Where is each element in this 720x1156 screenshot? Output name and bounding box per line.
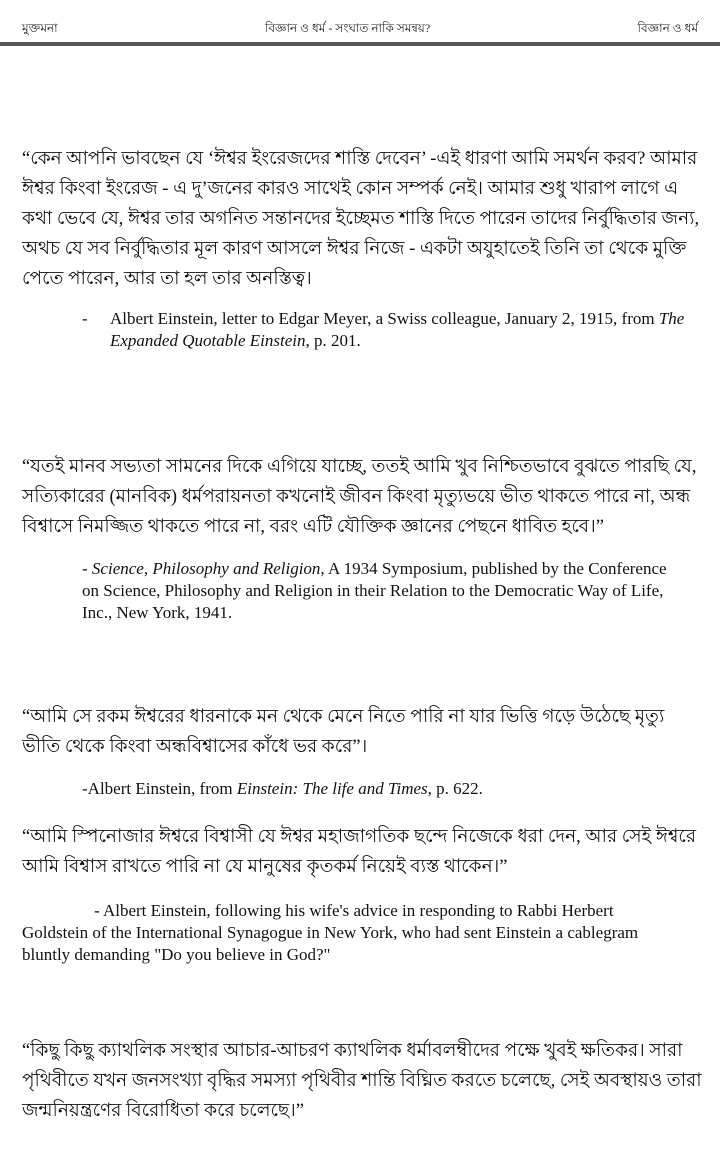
header-rule xyxy=(0,42,720,46)
citation-3: -Albert Einstein, from Einstein: The life and Times, p. 622. xyxy=(82,779,483,798)
citation-4: - Albert Einstein, following his wife's advice in responding to Rabbi Herbert Goldstein of the International Synagogue in New York, who had sent Einstein a cablegram bluntly demanding "Do you believe in God?" xyxy=(22,901,639,964)
header-left: মুক্তমনা xyxy=(22,21,58,35)
quote-5: “কিছু কিছু ক্যাথলিক সংস্থার আচার-আচরণ ক্যাথলিক ধর্মাবলম্বীদের পক্ষে খুবই ক্ষতিকর। সারা পৃথিবীতে যখন জনসংখ্যা বৃদ্ধির সমস্যা পৃথিবীর শান্তি বিঘ্নিত করতে চলেছে, সেই অবস্থায়ও তারা জন্মনিয়ন্ত্রণের বিরোধিতা করে চলেছে।” xyxy=(22,1041,702,1121)
quote-2: “যতই মানব সভ্যতা সামনের দিকে এগিয়ে যাচ্ছে, ততই আমি খুব নিশ্চিতভাবে বুঝতে পারছি যে, সত্যিকারের (মানবিক) ধর্মপরায়নতা কখনোই জীবন কিংবা মৃত্যুভয়ে ভীত থাকতে পারে না, অন্ধ বিশ্বাসে নিমজ্জিত থাকতে পারে না, বরং এটি যৌক্তিক জ্ঞানের পেছনে ধাবিত হবে।” xyxy=(22,457,697,537)
quote-3: “আমি সে রকম ঈশ্বরের ধারনাকে মন থেকে মেনে নিতে পারি না যার ভিত্তি গড়ে উঠেছে মৃত্যু ভীতি থেকে কিংবা অন্ধবিশ্বাসের কাঁধে ভর করে”। xyxy=(22,707,665,757)
citation-2: - Science, Philosophy and Religion, A 1934 Symposium, published by the Conference on Science, Philosophy and Religion in their Relation to the Democratic Way of Life, Inc., New York, 1941. xyxy=(82,559,667,622)
header-right: বিজ্ঞান ও ধর্ম xyxy=(637,21,698,35)
quote-1: “কেন আপনি ভাবছেন যে ‘ঈশ্বর ইংরেজদের শাস্তি দেবেন’ -এই ধারণা আমি সমর্থন করব? আমার ঈশ্বর কিংবা ইংরেজ - এ দু’জনের কারও সাথেই কোন সম্পর্ক নেই। আমার শুধু খারাপ লাগে এ কথা ভেবে যে, ঈশ্বর তার অগনিত সন্তানদের ইচ্ছেমত শাস্তি দিতে পারেন তাদের নির্বুদ্ধিতার জন্য, অথচ যে সব নির্বুদ্ধিতার মূল কারণ আসলে ঈশ্বর নিজে - একটা অযুহাতেই তিনি তা থেকে মুক্তি পেতে পারেন, আর তা হল তার অনস্তিত্ব। xyxy=(22,149,700,289)
quote-4: “আমি স্পিনোজার ঈশ্বরে বিশ্বাসী যে ঈশ্বর মহাজাগতিক ছন্দে নিজেকে ধরা দেন, আর সেই ঈশ্বরে আমি বিশ্বাস রাখতে পারি না যে মানুষের কৃতকর্ম নিয়েই ব্যস্ত থাকেন।” xyxy=(22,827,697,877)
header-center: বিজ্ঞান ও ধর্ম - সংঘাত নাকি সমন্বয়? xyxy=(264,21,431,35)
citation-1: - Albert Einstein, letter to Edgar Meyer, a Swiss colleague, January 2, 1915, from The Expanded Quotable Einstein, p. 201. xyxy=(82,309,685,350)
page-header xyxy=(0,0,720,36)
